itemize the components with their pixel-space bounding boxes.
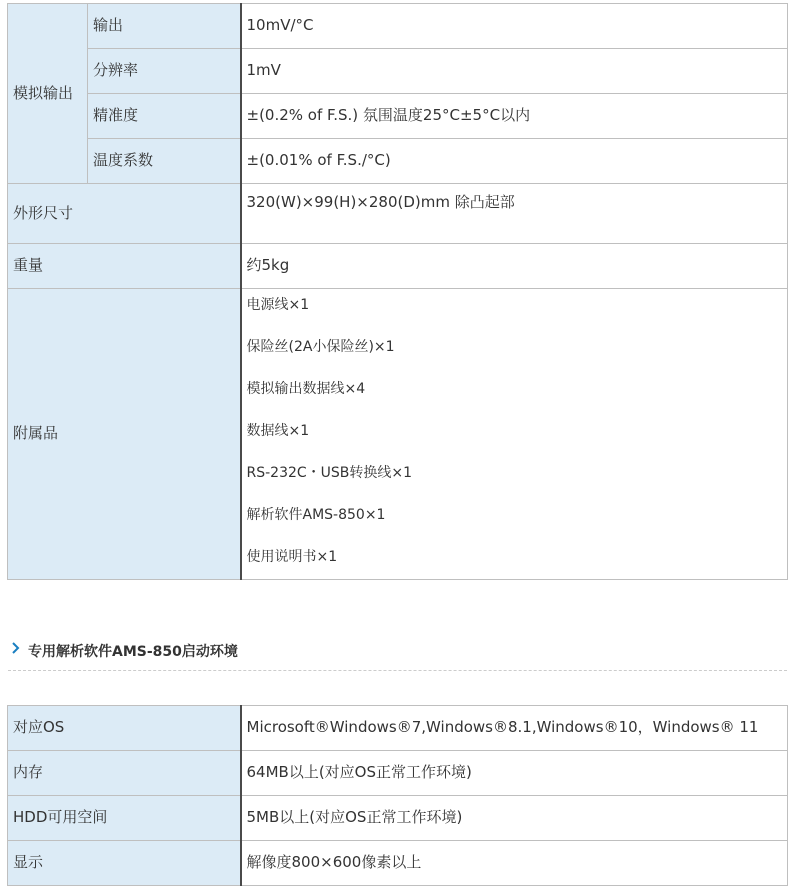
spec-row-temp-coefficient <box>8 139 788 184</box>
accessory-item: 保险丝(2A小保险丝)×1 <box>246 339 395 355</box>
spec-row-dimensions <box>8 184 788 244</box>
os-value: Microsoft®Windows®7,Windows®8.1,Windows®10，Windows® 11 <box>241 706 788 751</box>
analog-output-group-label: 模拟输出 <box>8 4 88 184</box>
accessory-item: 解析软件AMS-850×1 <box>246 507 386 523</box>
output-label: 输出 <box>88 4 241 49</box>
accessory-item: 模拟输出数据线×4 <box>246 381 366 397</box>
env-row-hdd <box>8 796 788 841</box>
spec-row-output <box>8 4 788 49</box>
accessory-item: RS-232C・USB转换线×1 <box>246 465 413 481</box>
resolution-value: 1mV <box>241 49 788 94</box>
accessories-label: 附属品 <box>8 289 241 580</box>
display-label: 显示 <box>8 841 241 886</box>
accuracy-label: 精准度 <box>88 94 241 139</box>
hdd-value: 5MB以上(对应OS正常工作环境) <box>241 796 788 841</box>
memory-label: 内存 <box>8 751 241 796</box>
section-title: 专用解析软件AMS-850启动环境 <box>28 644 238 660</box>
accessory-item: 使用说明书×1 <box>246 549 338 565</box>
spec-table <box>7 3 788 580</box>
weight-label: 重量 <box>8 244 241 289</box>
spec-row-resolution <box>8 49 788 94</box>
accuracy-value: ±(0.2% of F.S.) 氛围温度25°C±5°C以内 <box>241 94 788 139</box>
hdd-label: HDD可用空间 <box>8 796 241 841</box>
os-label: 对应OS <box>8 706 241 751</box>
dimensions-value: 320(W)×99(H)×280(D)mm 除凸起部 <box>241 184 788 244</box>
display-value: 解像度800×600像素以上 <box>241 841 788 886</box>
temp-coefficient-label: 温度系数 <box>88 139 241 184</box>
spec-row-accessories <box>8 289 788 580</box>
accessory-item: 电源线×1 <box>246 297 310 313</box>
accessories-value <box>241 289 788 580</box>
env-row-display <box>8 841 788 886</box>
spec-row-weight <box>8 244 788 289</box>
resolution-label: 分辨率 <box>88 49 241 94</box>
env-row-memory <box>8 751 788 796</box>
weight-value: 约5kg <box>241 244 788 289</box>
env-row-os <box>8 706 788 751</box>
dimensions-label: 外形尺寸 <box>8 184 241 244</box>
software-section-header <box>8 636 787 671</box>
spec-row-accuracy <box>8 94 788 139</box>
chevron-right-icon <box>10 640 22 656</box>
temp-coefficient-value: ±(0.01% of F.S./°C) <box>241 139 788 184</box>
output-value: 10mV/°C <box>241 4 788 49</box>
memory-value: 64MB以上(对应OS正常工作环境) <box>241 751 788 796</box>
accessory-item: 数据线×1 <box>246 423 310 439</box>
environment-table <box>7 705 788 886</box>
